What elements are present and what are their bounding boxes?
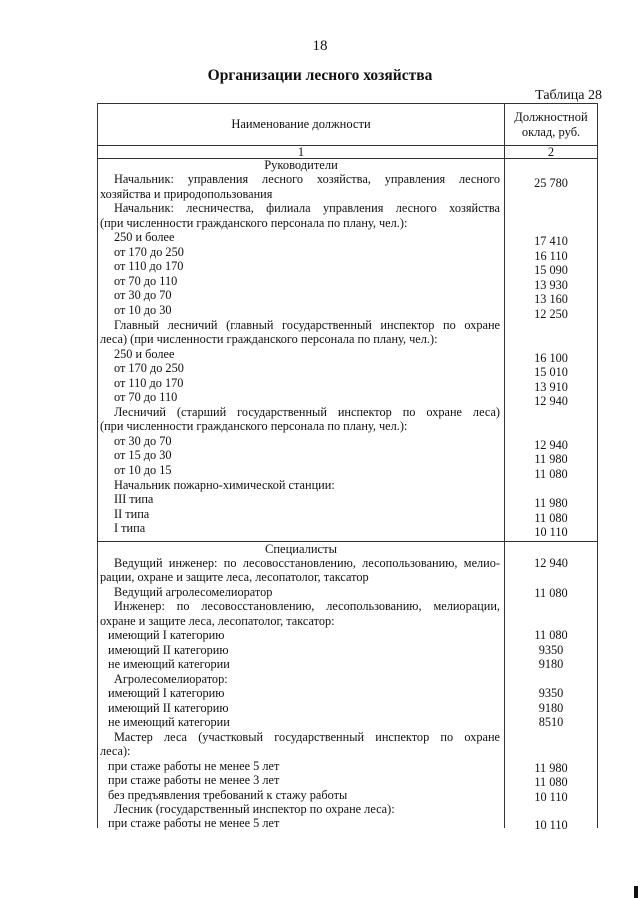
row-text: имеющий I категорию <box>108 686 225 700</box>
row-text: 250 и более <box>114 230 175 244</box>
row-text: Агролесомелиоратор: <box>114 672 228 686</box>
row-text: леса) (при численности гражданского персонала по плану, чел.): <box>100 332 438 346</box>
salary-value: 17 410 <box>534 234 568 248</box>
row-text: имеющий II категорию <box>108 701 229 715</box>
row-text: Начальник: лесничества, филиала управления лесного хозяйства <box>114 201 500 215</box>
salary-value: 15 090 <box>534 263 568 277</box>
row-text: от 15 до 30 <box>114 448 172 462</box>
row-text: от 110 до 170 <box>114 259 184 273</box>
row-text: имеющий II категорию <box>108 643 229 657</box>
row-text: от 70 до 110 <box>114 274 178 288</box>
row-text: Лесничий (старший государственный инспектор по охране леса) <box>114 405 500 419</box>
row-text: хозяйства и природопользования <box>100 187 273 201</box>
page-number: 18 <box>312 38 328 54</box>
row-text: Инженер: по лесовосстановлению, лесопользованию, мелиорации, <box>114 599 500 613</box>
row-text: Ведущий инженер: по лесовосстановлению, лесопользованию, мелио- <box>114 556 500 570</box>
salary-value: 16 100 <box>534 351 568 365</box>
column-header-position: Наименование должности <box>231 117 371 131</box>
row-text: I типа <box>114 521 146 535</box>
column-header-salary-line2: оклад, руб. <box>521 125 581 139</box>
salary-value: 12 940 <box>534 556 568 570</box>
salary-value: 15 010 <box>534 365 568 379</box>
salary-value: 11 080 <box>534 586 568 600</box>
salary-value: 11 080 <box>534 775 568 789</box>
column-header-salary-line1: Должностной <box>514 110 588 124</box>
salary-value: 11 080 <box>534 628 568 642</box>
scan-edge-mark <box>634 886 638 898</box>
row-text: от 70 до 110 <box>114 390 178 404</box>
table-label: Таблица 28 <box>535 88 602 103</box>
salary-value: 11 080 <box>534 511 568 525</box>
row-text: II типа <box>114 507 150 521</box>
salary-value: 12 940 <box>534 438 568 452</box>
salary-value: 12 250 <box>534 307 568 321</box>
row-text: (при численности гражданского персонала по плану, чел.): <box>100 216 408 230</box>
salary-value: 13 930 <box>534 278 568 292</box>
row-text: Начальник: управления лесного хозяйства, управления лесного <box>114 172 500 186</box>
document-title: Организации лесного хозяйства <box>207 67 433 84</box>
salary-value: 11 980 <box>534 452 568 466</box>
row-text: III типа <box>114 492 154 506</box>
salary-value: 9180 <box>538 657 564 671</box>
row-text: (при численности гражданского персонала по плану, чел.): <box>100 419 408 433</box>
salary-value: 9350 <box>538 686 564 700</box>
column-number-2: 2 <box>547 145 555 159</box>
section-heading-rukovoditeli: Руководители <box>264 158 338 172</box>
row-text: имеющий I категорию <box>108 628 225 642</box>
row-text: от 110 до 170 <box>114 376 184 390</box>
salary-value: 13 910 <box>534 380 568 394</box>
row-text: не имеющий категории <box>108 715 230 729</box>
column-number-1: 1 <box>297 145 305 159</box>
row-text: Ведущий агролесомелиоратор <box>114 585 273 599</box>
row-text: 250 и более <box>114 347 175 361</box>
row-text: от 30 до 70 <box>114 434 172 448</box>
row-text: не имеющий категории <box>108 657 230 671</box>
row-text: от 170 до 250 <box>114 361 184 375</box>
row-text: при стаже работы не менее 3 лет <box>108 773 280 787</box>
row-text: леса): <box>100 744 131 758</box>
salary-value: 10 110 <box>534 790 568 804</box>
row-text: от 30 до 70 <box>114 288 172 302</box>
salary-value: 11 080 <box>534 467 568 481</box>
salary-value: 11 980 <box>534 496 568 510</box>
salary-value: 16 110 <box>534 249 568 263</box>
row-text: рации, охране и защите леса, лесопатолог, таксатор <box>100 570 369 584</box>
salary-value: 12 940 <box>534 394 568 408</box>
row-text: от 10 до 30 <box>114 303 172 317</box>
salary-value: 11 980 <box>534 761 568 775</box>
row-text: Главный лесничий (главный государственный инспектор по охране <box>114 318 500 332</box>
row-text: охране и защите леса, лесопатолог, таксатор: <box>100 614 335 628</box>
row-text: при стаже работы не менее 5 лет <box>108 759 280 773</box>
salary-value: 13 160 <box>534 292 568 306</box>
salary-value: 9350 <box>538 643 564 657</box>
row-text: от 170 до 250 <box>114 245 184 259</box>
row-text: без предъявления требований к стажу работы <box>108 788 348 802</box>
row-text: при стаже работы не менее 5 лет <box>108 816 280 830</box>
salary-value: 10 110 <box>534 525 568 539</box>
section-heading-specialisty: Специалисты <box>265 542 337 556</box>
row-text: Начальник пожарно-химической станции: <box>114 478 335 492</box>
row-text: Лесник (государственный инспектор по охране леса): <box>114 802 395 816</box>
salary-value: 8510 <box>538 715 564 729</box>
salary-value: 25 780 <box>534 176 568 190</box>
row-text: от 10 до 15 <box>114 463 172 477</box>
salary-value: 10 110 <box>534 818 568 832</box>
salary-value: 9180 <box>538 701 564 715</box>
row-text: Мастер леса (участковый государственный инспектор по охране <box>114 730 500 744</box>
